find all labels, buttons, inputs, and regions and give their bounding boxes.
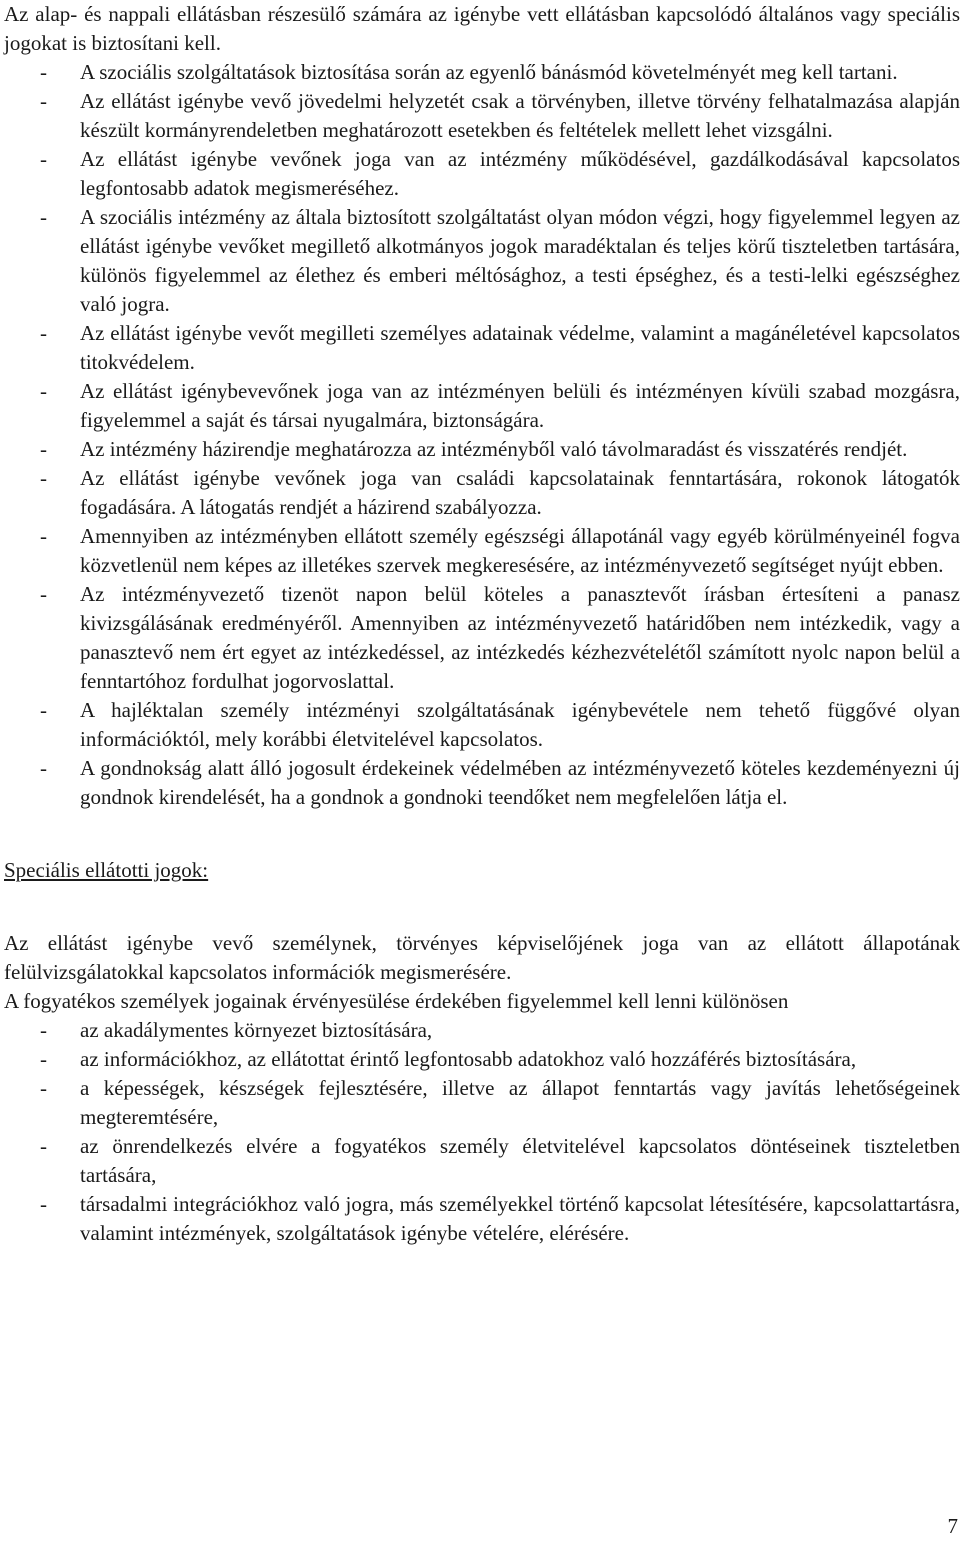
dash-bullet: - (40, 756, 47, 780)
dash-bullet: - (40, 205, 47, 229)
list-item-text: A szociális szolgáltatások biztosítása során az egyenlő bánásmód követelményét meg kell tartani. (80, 60, 898, 84)
rights-list (4, 58, 960, 812)
list-item (4, 203, 960, 319)
list-item (4, 87, 960, 145)
list-item-text: a képességek, készségek fejlesztésére, illetve az állapot fenntartás vagy javítás lehetőségeinek megteremtésére, (80, 1076, 960, 1129)
list-item (4, 1045, 960, 1074)
list-item-text: társadalmi integrációkhoz való jogra, más személyekkel történő kapcsolat létesítésére, kapcsolattartásra, valamint intézmények, szolgáltatások igénybe vételére, elérésére. (80, 1192, 960, 1245)
list-item (4, 580, 960, 696)
dash-bullet: - (40, 466, 47, 490)
list-item-text: Az intézményvezető tizenöt napon belül köteles a panasztevőt írásban értesíteni a panasz kivizsgálásának eredményéről. Amennyiben az intézményvezető határidőben nem intézkedik, vagy a panasztevő nem ért egyet az intézkedéssel, az intézkedés kézhezvételétől számított nyolc napon belül a fenntartóhoz fordulhat jogorvoslattal. (80, 582, 960, 693)
section-title: Speciális ellátotti jogok: (4, 858, 209, 882)
list-item-text: az információkhoz, az ellátottat érintő legfontosabb adatokhoz való hozzáférés biztosítására, (80, 1047, 857, 1071)
dash-bullet: - (40, 321, 47, 345)
list-item (4, 1016, 960, 1045)
list-item-text: Az ellátást igénybe vevő jövedelmi helyzetét csak a törvényben, illetve törvény felhatalmazása alapján készült kormányrendeletben meghatározott esetekben és feltételek mellett lehet vizsgálni. (80, 89, 960, 142)
list-item-text: Az intézmény házirendje meghatározza az intézményből való távolmaradást és visszatérés rendjét. (80, 437, 908, 461)
list-item (4, 1190, 960, 1248)
list-item (4, 754, 960, 812)
dash-bullet: - (40, 89, 47, 113)
list-item (4, 1132, 960, 1190)
dash-bullet: - (40, 437, 47, 461)
intro-paragraph: Az alap- és nappali ellátásban részesülő számára az igénybe vett ellátásban kapcsolódó általános vagy speciális jogokat is biztosítani kell. (4, 2, 960, 55)
list-item (4, 58, 960, 87)
disability-list (4, 1016, 960, 1248)
dash-bullet: - (40, 698, 47, 722)
dash-bullet: - (40, 1192, 47, 1216)
dash-bullet: - (40, 379, 47, 403)
list-item-text: A gondnokság alatt álló jogosult érdekeinek védelmében az intézményvezető köteles kezdeményezni új gondnok kirendelését, ha a gondnok a gondnoki teendőket nem megfelelően látja el. (80, 756, 960, 809)
special-paragraph-1: Az ellátást igénybe vevő személynek, törvényes képviselőjének joga van az ellátott állapotának felülvizsgálatokkal kapcsolatos információk megismerésére. (4, 931, 960, 984)
list-item-text: A szociális intézmény az általa biztosított szolgáltatást olyan módon végzi, hogy figyelemmel legyen az ellátást igénybe vevőket megillető alkotmányos jogok maradéktalan és teljes körű tiszteletben tartására, különös figyelemmel az élethez és emberi méltósághoz, a testi épséghez, és a testi-lelki egészséghez való jogra. (80, 205, 960, 316)
dash-bullet: - (40, 582, 47, 606)
list-item-text: az önrendelkezés elvére a fogyatékos személy életvitelével kapcsolatos döntéseinek tiszteletben tartására, (80, 1134, 960, 1187)
list-item-text: Az ellátást igénybe vevőt megilleti személyes adatainak védelme, valamint a magánéletével kapcsolatos titokvédelem. (80, 321, 960, 374)
dash-bullet: - (40, 147, 47, 171)
page-number: 7 (947, 1514, 958, 1538)
list-item (4, 1074, 960, 1132)
list-item-text: Az ellátást igénybevevőnek joga van az intézményen belüli és intézményen kívüli szabad mozgásra, figyelemmel a saját és társai nyugalmára, biztonságára. (80, 379, 960, 432)
dash-bullet: - (40, 1018, 47, 1042)
dash-bullet: - (40, 1134, 47, 1158)
list-item-text: Az ellátást igénybe vevőnek joga van az intézmény működésével, gazdálkodásával kapcsolatos legfontosabb adatok megismeréséhez. (80, 147, 960, 200)
list-item (4, 319, 960, 377)
list-item (4, 435, 960, 464)
list-item-text: Amennyiben az intézményben ellátott személy egészségi állapotánál vagy egyéb körülményeinél fogva közvetlenül nem képes az illetékes szervek megkeresésére, az intézményvezető segítséget nyújt ebben. (80, 524, 960, 577)
dash-bullet: - (40, 60, 47, 84)
list-item-text: az akadálymentes környezet biztosítására, (80, 1018, 433, 1042)
list-item (4, 377, 960, 435)
list-item (4, 522, 960, 580)
list-item (4, 696, 960, 754)
list-item (4, 464, 960, 522)
special-paragraph-2: A fogyatékos személyek jogainak érvényesülése érdekében figyelemmel kell lenni különösen (4, 989, 789, 1013)
list-item (4, 145, 960, 203)
document-page (4, 0, 960, 1248)
list-item-text: Az ellátást igénybe vevőnek joga van családi kapcsolatainak fenntartására, rokonok látogatók fogadására. A látogatás rendjét a házirend szabályozza. (80, 466, 960, 519)
dash-bullet: - (40, 1076, 47, 1100)
list-item-text: A hajléktalan személy intézményi szolgáltatásának igénybevétele nem tehető függővé olyan információktól, mely korábbi életvitelével kapcsolatos. (80, 698, 960, 751)
dash-bullet: - (40, 1047, 47, 1071)
dash-bullet: - (40, 524, 47, 548)
